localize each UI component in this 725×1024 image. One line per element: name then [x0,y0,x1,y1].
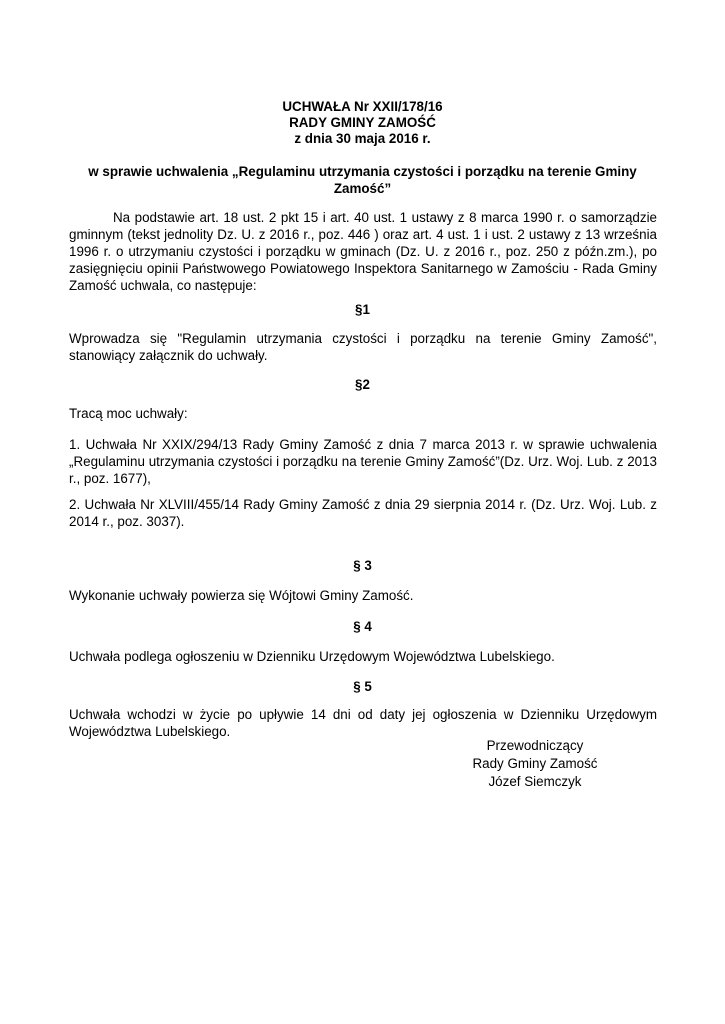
resolution-number: UCHWAŁA Nr XXII/178/16 [282,99,443,114]
section-4-text: Uchwała podlega ogłoszeniu w Dzienniku Urzędowym Województwa Lubelskiego. [69,649,555,664]
signatory-body: Rady Gminy Zamość [472,756,598,771]
council-name: RADY GMINY ZAMOŚĆ [289,115,436,130]
section-2-title: §2 [355,377,370,392]
section-3-text: Wykonanie uchwały powierza się Wójtowi Gminy Zamość. [69,588,414,603]
section-4-title: § 4 [353,619,372,634]
section-2-item-2: 2. Uchwała Nr XLVIII/455/14 Rady Gminy Zamość z dnia 29 sierpnia 2014 r. (Dz. Urz. Woj. Lub. z 2014 r., poz. 3037). [69,497,657,529]
section-5-title: § 5 [353,679,372,694]
resolution-date: z dnia 30 maja 2016 r. [294,131,431,146]
section-5-text: Uchwała wchodzi w życie po upływie 14 dni od daty jej ogłoszenia w Dzienniku Urzędowym Województwa Lubelskiego. [69,707,657,739]
signatory-name: Józef Siemczyk [488,774,582,789]
resolution-header [0,99,725,147]
signatory-role: Przewodniczący [486,738,584,753]
resolution-subject: w sprawie uchwalenia „Regulaminu utrzymania czystości i porządku na terenie Gminy Zamość” [88,164,637,196]
section-2-item-1: 1. Uchwała Nr XXIX/294/13 Rady Gminy Zamość z dnia 7 marca 2013 r. w sprawie uchwalenia „Regulaminu utrzymania czystości i porządku na terenie Gminy Zamość”(Dz. Urz. Woj. Lub. z 2013 r., poz. 1677), [69,437,657,486]
section-2-intro: Tracą moc uchwały: [69,406,188,421]
signature-block [430,737,640,791]
section-1-title: §1 [355,302,370,317]
legal-basis-paragraph: Na podstawie art. 18 ust. 2 pkt 15 i art. 40 ust. 1 ustawy z 8 marca 1990 r. o samorządzie gminnym (tekst jednolity Dz. U. z 2016 r., poz. 446 ) oraz art. 4 ust. 1 i ust. 2 ustawy z 13 września 1996 r. o utrzymaniu czystości i porządku w gminach (Dz. U. z 2016 r., poz. 250 z późn.zm.), po zasięgnięciu opinii Państwowego Powiatowego Inspektora Sanitarnego w Zamościu - Rada Gminy Zamość uchwala, co następuje: [69,210,657,293]
section-1-text: Wprowadza się "Regulamin utrzymania czystości i porządku na terenie Gminy Zamość", stanowiący załącznik do uchwały. [69,331,657,363]
section-3-title: § 3 [353,558,372,573]
